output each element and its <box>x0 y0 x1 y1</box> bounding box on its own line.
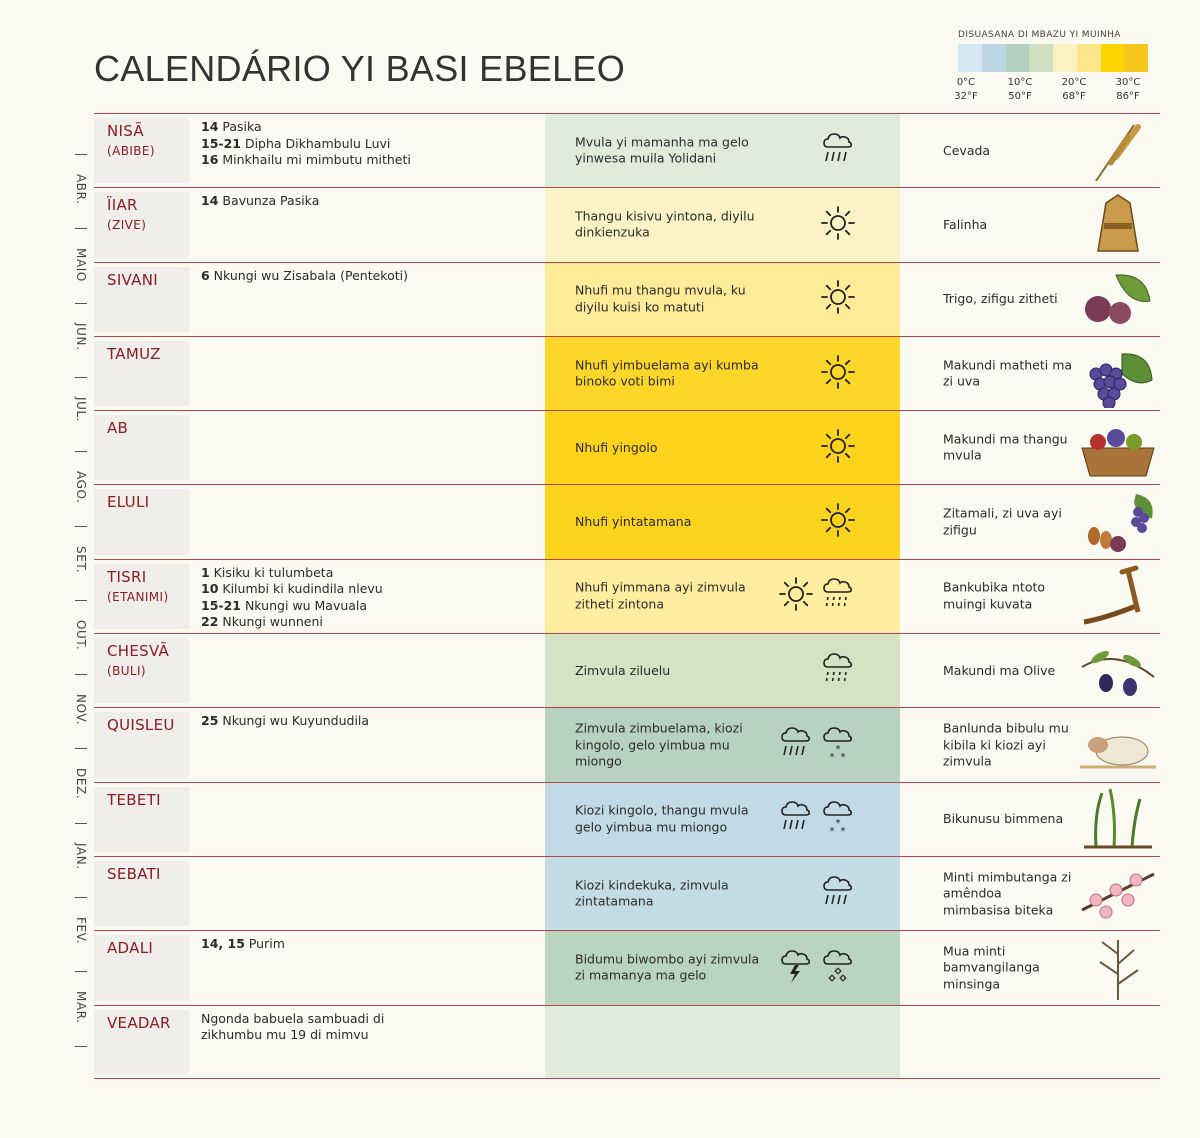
weather-cell <box>545 114 900 187</box>
month-axis-tick <box>75 228 87 229</box>
almond-blossom-icon <box>1076 860 1160 928</box>
gregorian-month-label: NOV. <box>74 694 88 726</box>
crop-description: Minti mimbutanga zi amêndoa mimbasisa biteka <box>943 868 1072 917</box>
event-text: Purim <box>244 936 285 952</box>
drizzle-cloud-icon <box>820 574 856 618</box>
gregorian-month-label: AGO. <box>74 471 88 504</box>
legend-swatch <box>1101 44 1125 72</box>
month-row <box>94 559 1160 633</box>
event-text: Ngonda babuela sambuadi di zikhumbu mu 19 di mimvu <box>201 1010 385 1043</box>
weather-cell <box>545 411 900 484</box>
weather-icons <box>820 428 856 468</box>
weather-icons <box>778 723 856 767</box>
plough-icon <box>1076 562 1160 630</box>
month-axis-tick <box>75 303 87 304</box>
month-row <box>94 336 1160 410</box>
weather-description: Zimvula zimbuelama, kiozi kingolo, gelo yimbua mu miongo <box>575 720 743 769</box>
crop-description: Bankubika ntoto muingi kuvata <box>943 579 1046 612</box>
legend-labels <box>954 76 1154 106</box>
legend-fahrenheit: 68°F <box>1062 91 1086 102</box>
legend-fahrenheit: 50°F <box>1008 91 1032 102</box>
crop-description: Makundi ma Olive <box>943 662 1056 678</box>
storm-cloud-icon <box>778 946 814 990</box>
month-axis-tick <box>75 823 87 824</box>
weather-cell <box>545 188 900 261</box>
month-name: CHESVÃ <box>107 642 170 661</box>
month-name: NISÃ <box>107 122 144 140</box>
month-cell <box>94 1010 189 1074</box>
month-name: ÏIAR <box>107 196 138 215</box>
event-text: Kisiku ki tulumbeta <box>209 564 334 580</box>
event-item <box>201 713 531 730</box>
weather-description: Nhufi yintatamana <box>575 513 692 529</box>
weather-cell <box>545 708 900 781</box>
weather-description: Thangu kisivu yintona, diyilu dinkienzuka <box>575 208 755 240</box>
legend-fahrenheit: 32°F <box>954 91 978 102</box>
event-item <box>201 119 531 136</box>
month-row <box>94 113 1160 187</box>
weather-cell <box>545 263 900 336</box>
grapes-icon <box>1076 340 1160 408</box>
month-row <box>94 1005 1160 1079</box>
gregorian-month-label: FEV. <box>74 917 88 945</box>
svg-text:*: * <box>840 752 846 764</box>
legend-celsius: 30°C <box>1115 77 1141 88</box>
event-date: 14 <box>201 193 219 209</box>
month-row <box>94 930 1160 1004</box>
gregorian-month-label: OUT. <box>74 619 88 651</box>
events-list <box>201 268 531 285</box>
weather-icons <box>820 279 856 319</box>
calendar-table <box>94 113 1160 1079</box>
month-alt-name: (ETANIMI) <box>107 589 169 604</box>
event-text: Bavunza Pasika <box>218 193 320 209</box>
svg-text:*: * <box>829 826 835 838</box>
event-text: Minkhailu mi mimbutu mitheti <box>218 152 411 167</box>
legend-celsius: 20°C <box>1061 77 1087 88</box>
weather-description: Mvula yi mamanha ma gelo yinwesa muila Yolidani <box>575 134 749 166</box>
rain-cloud-icon <box>820 129 856 173</box>
event-item <box>201 1011 401 1044</box>
weather-description: Kiozi kindekuka, zimvula zintatamana <box>575 877 729 909</box>
event-text: Kilumbi ki kudindila nlevu <box>218 581 383 597</box>
weather-description: Nhufi mu thangu mvula, ku diyilu kuisi ko matuti <box>575 282 746 315</box>
event-date: 6 <box>201 267 210 283</box>
event-item <box>201 152 531 169</box>
legend-swatch <box>1124 44 1148 72</box>
crop-description: Zitamali, zi uva ayi zifigu <box>943 505 1062 538</box>
crop-description: Cevada <box>943 142 991 158</box>
sun-icon <box>820 205 856 245</box>
crop-description: Banlunda bibulu mu kibila ki kiozi ayi zimvula <box>943 720 1069 769</box>
weather-cell <box>545 1006 900 1078</box>
weather-cell <box>545 485 900 558</box>
fruit-basket-icon <box>1076 414 1160 482</box>
crop-description: Falinha <box>943 216 988 232</box>
gregorian-month-label: MAR. <box>74 991 88 1024</box>
month-axis-tick <box>75 1046 87 1047</box>
svg-text:*: * <box>835 744 841 756</box>
sheep-icon <box>1076 711 1160 779</box>
weather-description: Nhufi yingolo <box>575 439 658 455</box>
month-name: TEBETI <box>107 790 161 809</box>
event-date: 1 <box>201 564 210 580</box>
wheat-sheaf-icon <box>1076 191 1160 259</box>
month-cell <box>94 341 189 406</box>
legend-swatch <box>982 44 1006 72</box>
event-item <box>201 581 531 598</box>
legend-color-bar <box>958 44 1148 72</box>
month-axis-tick <box>75 451 87 452</box>
event-item <box>201 193 531 210</box>
gregorian-month-label: SET. <box>74 545 88 573</box>
legend-swatch <box>958 44 982 72</box>
month-axis-tick <box>75 154 87 155</box>
legend-swatch <box>1053 44 1077 72</box>
month-name: SEBATI <box>107 864 161 883</box>
month-cell <box>94 935 189 1000</box>
events-list <box>201 713 531 730</box>
month-axis-tick <box>75 377 87 378</box>
event-text: Nkungi wu Zisabala (Pentekoti) <box>209 267 409 283</box>
hail-cloud-icon <box>820 946 856 990</box>
drizzle-cloud-icon <box>820 649 856 693</box>
events-list <box>201 936 531 953</box>
month-alt-name: (ZIVE) <box>107 218 147 233</box>
legend-swatch <box>1077 44 1101 72</box>
weather-cell <box>545 634 900 707</box>
month-cell <box>94 861 189 926</box>
crop-description: Bikunusu bimmena <box>943 811 1064 827</box>
legend-temp-label <box>1054 76 1094 104</box>
sun-icon <box>778 576 814 616</box>
events-list <box>201 193 531 210</box>
svg-text:*: * <box>840 826 846 838</box>
page-title: CALENDÁRIO YI BASI EBELEO <box>94 48 626 89</box>
weather-icons <box>778 574 856 618</box>
event-date: 14 <box>201 119 219 134</box>
event-text: Nkungi wu Kuyundudila <box>218 713 370 729</box>
rain-cloud-icon <box>820 872 856 916</box>
legend-title: DISUASANA DI MBAZU YI MUINHA <box>958 30 1121 40</box>
events-list <box>201 119 531 169</box>
month-name: SIVANI <box>107 270 158 289</box>
month-name: QUISLEU <box>107 716 175 735</box>
month-row <box>94 707 1160 781</box>
month-axis-tick <box>75 748 87 749</box>
month-name: ADALI <box>107 939 154 958</box>
event-text: Pasika <box>218 119 262 134</box>
month-axis-tick <box>75 526 87 527</box>
weather-description: Bidumu biwombo ayi zimvula zi mamanya ma gelo <box>575 951 760 983</box>
crop-description: Mua minti bamvangilanga minsinga <box>943 943 1040 992</box>
event-item <box>201 936 531 953</box>
legend-fahrenheit: 86°F <box>1116 91 1140 102</box>
month-cell <box>94 118 189 183</box>
event-text: Nkungi wu Mavuala <box>240 597 368 613</box>
month-axis-tick <box>75 897 87 898</box>
month-axis-tick <box>75 674 87 675</box>
event-item <box>201 268 531 285</box>
month-row <box>94 633 1160 707</box>
month-cell <box>94 638 189 703</box>
legend-temp-label <box>946 76 986 104</box>
crop-description: Makundi ma thangu mvula <box>943 431 1068 463</box>
month-row <box>94 262 1160 336</box>
event-date: 14, 15 <box>201 936 245 952</box>
dates-grapes-icon <box>1076 488 1160 556</box>
snow-cloud-icon <box>820 797 856 841</box>
sun-icon <box>820 502 856 542</box>
month-row <box>94 782 1160 856</box>
legend-celsius: 0°C <box>956 77 976 88</box>
rain-cloud-icon <box>778 797 814 841</box>
fig-icon <box>1076 265 1160 333</box>
weather-icons <box>820 649 856 693</box>
month-alt-name: (BULI) <box>107 664 147 679</box>
month-cell <box>94 564 189 629</box>
sun-icon <box>820 354 856 394</box>
month-row <box>94 187 1160 261</box>
month-name: TAMUZ <box>107 344 161 363</box>
legend-temp-label <box>1000 76 1040 104</box>
olive-icon <box>1076 637 1160 705</box>
event-item <box>201 598 531 615</box>
events-list <box>201 1011 401 1044</box>
weather-description: Zimvula ziluelu <box>575 662 671 678</box>
month-name: AB <box>107 419 129 438</box>
gregorian-month-label: JAN. <box>74 842 88 870</box>
event-item <box>201 136 531 153</box>
crop-description: Makundi matheti ma zi uva <box>943 357 1073 389</box>
event-date: 25 <box>201 713 219 729</box>
month-cell <box>94 489 189 554</box>
svg-text:*: * <box>835 818 841 830</box>
weather-description: Nhufi yimbuelama ayi kumba binoko voti bimi <box>575 357 759 389</box>
month-axis-tick <box>75 600 87 601</box>
event-date: 22 <box>201 614 219 630</box>
legend-swatch <box>1029 44 1053 72</box>
weather-cell <box>545 560 900 633</box>
gregorian-month-label: DEZ. <box>74 768 88 800</box>
temperature-legend <box>954 30 1154 106</box>
crop-description: Trigo, zifigu zitheti <box>943 290 1058 306</box>
weather-cell <box>545 783 900 856</box>
flax-icon <box>1076 934 1160 1002</box>
weather-icons <box>820 129 856 173</box>
event-date: 15-21 <box>201 597 241 613</box>
gregorian-month-label: MAIO <box>74 248 88 283</box>
event-date: 15-21 <box>201 135 241 151</box>
snow-cloud-icon <box>820 723 856 767</box>
rain-cloud-icon <box>778 723 814 767</box>
month-alt-name: (ABIBE) <box>107 144 155 158</box>
weather-icons <box>778 797 856 841</box>
event-text: Dipha Dikhambulu Luvi <box>240 135 391 151</box>
month-row <box>94 484 1160 558</box>
event-item <box>201 614 531 631</box>
weather-cell <box>545 857 900 930</box>
legend-temp-label <box>1108 76 1148 104</box>
event-date: 16 <box>201 152 219 167</box>
month-name: ELULI <box>107 493 150 512</box>
weather-icons <box>820 872 856 916</box>
event-text: Nkungi wunneni <box>218 614 323 630</box>
gregorian-month-label: ABR. <box>74 174 88 205</box>
svg-text:*: * <box>829 752 835 764</box>
month-axis-tick <box>75 971 87 972</box>
weather-icons <box>778 946 856 990</box>
month-row <box>94 856 1160 930</box>
weather-icons <box>820 354 856 394</box>
event-item <box>201 565 531 582</box>
legend-swatch <box>1006 44 1030 72</box>
month-cell <box>94 712 189 777</box>
weather-description: Nhufi yimmana ayi zimvula zitheti zintona <box>575 579 746 612</box>
barley-icon <box>1076 117 1160 185</box>
event-date: 10 <box>201 581 219 597</box>
gregorian-month-label: JUL. <box>74 396 88 423</box>
weather-cell <box>545 931 900 1004</box>
weather-icons <box>820 502 856 542</box>
legend-celsius: 10°C <box>1007 77 1033 88</box>
month-cell <box>94 787 189 852</box>
gregorian-month-label: JUN. <box>74 322 88 351</box>
events-list <box>201 565 531 631</box>
weather-description: Kiozi kingolo, thangu mvula gelo yimbua mu miongo <box>575 802 749 835</box>
month-cell <box>94 415 189 480</box>
month-row <box>94 410 1160 484</box>
month-cell <box>94 192 189 257</box>
sun-icon <box>820 279 856 319</box>
sprouts-icon <box>1076 785 1160 853</box>
month-name: VEADAR <box>107 1013 171 1032</box>
weather-icons <box>820 205 856 245</box>
month-cell <box>94 267 189 332</box>
weather-cell <box>545 337 900 410</box>
month-name: TISRI <box>107 567 147 586</box>
sun-icon <box>820 428 856 468</box>
